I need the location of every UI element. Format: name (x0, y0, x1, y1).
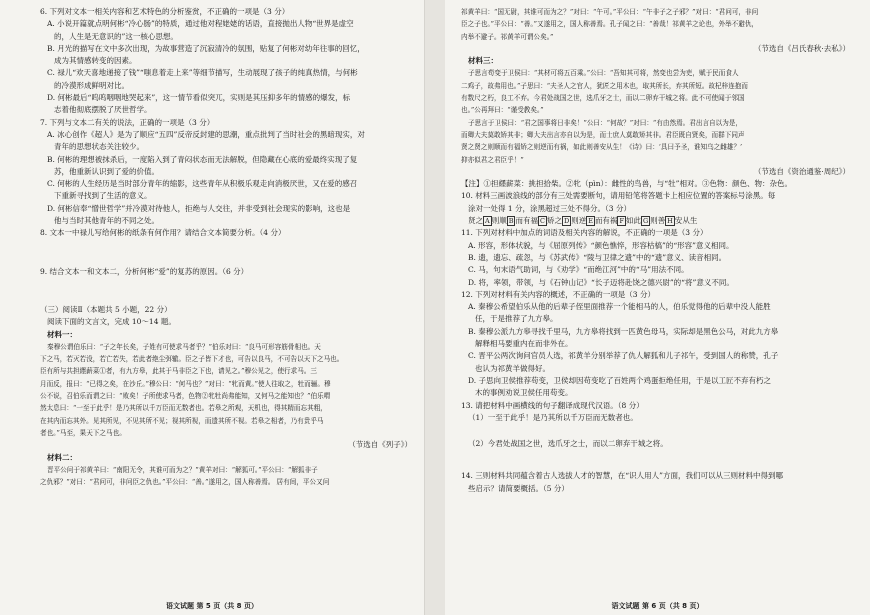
material-2-label: 材料二： (47, 452, 77, 462)
material-1-text (40, 341, 412, 439)
question-13 (461, 400, 850, 471)
passage-line: 有数尺之朽，良工不弃。今君处战国之世，选爪牙之士，而以二卵弃干城之将。此不可使闻于邻国 (461, 94, 745, 103)
question-stem: 14. 三则材料共同蕴含着古人选拔人才的智慧，在“识人用人”方面，我们可以从三则材料中得到哪 (461, 471, 783, 481)
option-b: B. 何彬的理想被抹杀后，一度陷入到了青闷状态而无法解脱，但隐藏在心底的爱最终实现了复 (47, 154, 358, 164)
passage-line: 晋平公问于祁黄羊曰：“南阳无令，其谁可而为之？”黄羊对曰：“解狐可。”平公曰：“解狐非子 (47, 465, 318, 474)
passage-line: 子思言于卫侯曰：“君之国事将日非矣！”公曰：“何故？”对曰：“有由然焉。君出言自以为是， (468, 118, 743, 127)
passage-line: 贤之贤之则顺而有福矫之则逆而有祸，如此则善安从生！《诗》曰：‘具曰予圣，谁知乌之雌雄？’ (461, 143, 743, 152)
option-c: C. 禄儿“欢天喜地递接了钱”“嗤息着走上来”等细节描写，生动展现了孩子的纯真热情，与何彬 (47, 68, 358, 78)
segment: 则逆 (571, 216, 587, 226)
break-box-c: C (539, 217, 545, 226)
passage-line: 臣有所与共担纆薪菜①者，有九方皋，此其于马非臣之下也，请见之。”穆公见之，使行求马。三 (40, 367, 318, 376)
passage-line: 子思言苟变于卫侯曰：“其材可将五百乘。”公曰：“吾知其可将，然变也尝为吏，赋于民而食人 (468, 69, 739, 78)
passage-line: 臣之子也。”平公曰：“善。”又遂用之，国人称善焉。孔子闻之曰：“善哉！祁黄羊之论也，外举不避仇， (461, 20, 759, 29)
passage-line: 之仇邪？”对曰：“君问可，非问臣之仇也。”平公曰：“善。”遂用之，国人称善焉。 居有间，平公又问 (40, 478, 330, 487)
page-5 (0, 0, 425, 615)
question-7 (40, 117, 412, 228)
option-a-cont: 青年的思想状态关注较少。 (54, 142, 144, 152)
option-d-cont: 木的事例劝说卫侯任用苟变。 (475, 388, 573, 398)
option-b: B. 秦穆公派九方皋寻找千里马，九方皋将找到一匹黄色母马，实际却是黑色公马，对此九方皋 (468, 326, 779, 336)
segment: 如此 (625, 216, 641, 226)
option-b-cont: 成为其情感转变的因素。 (54, 56, 137, 66)
option-a: A. 小说开篇就点明何彬“冷心肠”的特质，通过他对程姥姥的话语，直接抛出人物“世界是虚空 (47, 19, 354, 29)
question-10 (461, 190, 850, 227)
question-stem: 11. 下列对材料中加点的词语及相关内容的解说，不正确的一项是（3 分） (461, 228, 708, 238)
break-box-h: H (667, 217, 673, 226)
section-heading: （三）阅读Ⅱ（本题共 5 小题，22 分） (40, 304, 172, 314)
answer-space (40, 278, 412, 304)
answer-space (461, 450, 850, 470)
page-6 (445, 0, 870, 615)
segment: 则善 (650, 216, 666, 226)
translation-item-1: （1）一至于此乎！是乃其所以千万臣而无数者也。 (468, 412, 638, 422)
option-c-cont: 的冷漠形成鲜明对比。 (54, 80, 129, 90)
option-b: B. 月光的描写在文中多次出现，为故事营造了沉寂清冷的氛围，贴复了何彬对幼年往事的回忆， (47, 43, 365, 53)
option-c: C. 马，句末语气助词，与《劝学》“而绝江河”中的“马”用法不同。 (468, 265, 689, 275)
question-14 (461, 470, 850, 495)
classical-reading-section (40, 304, 412, 488)
material-3-label: 材料三： (468, 56, 498, 66)
source-citation: （节选自《资治通鉴·周纪》） (753, 166, 850, 176)
passage-line: 者也。”马至，果天下之马也。 (40, 428, 126, 437)
option-d-cont: 他与当时其他青年的不同之处。 (54, 216, 159, 226)
answer-space (40, 240, 412, 266)
option-a: A. 冰心创作《超人》是为了顺应“五四”反帝反封建的思潮，重点批判了当时社会的黑暗现实，对 (47, 129, 365, 139)
page-footer: 语文试题 第 5 页（共 8 页） (166, 602, 258, 610)
passage-line: 在其内而忘其外。见其所见，不见其所不见；视其所视，而遗其所不视。若皋之相者，乃有贵乎马 (40, 416, 324, 425)
option-d: D. 何彬最后“呜呜咽咽地哭起来”，这一情节看似突兀，实则是其压抑多年的情感的爆发，标 (47, 93, 351, 103)
passage-line: 二鸡子，故弗用也。”子思曰：“夫圣人之官人，犹匠之用木也，取其所长，弃其所短。故杞梓连抱而 (461, 81, 748, 90)
section-instruction: 阅读下面的文言文，完成 10～14 题。 (47, 317, 176, 327)
option-c: C. 晋平公两次询问官员人选，祁黄羊分别举荐了仇人解狐和儿子祁午，受到国人的称赞，孔子 (468, 351, 779, 361)
option-c-cont: 也认为祁黄羊做得好。 (475, 363, 550, 373)
source-citation: （节选自《吕氏春秋·去私》） (753, 43, 850, 53)
question-6 (40, 6, 412, 117)
option-b-cont: 解释相马要重内在而非外在。 (475, 339, 573, 349)
passage-line: 下之马，若灭若没，若亡若失，若此者绝尘弭辙。臣之子皆下才也，可告以良马，不可告以天下之马也。 (40, 355, 344, 364)
material-1-label: 材料一： (47, 329, 77, 339)
break-box-f: F (619, 217, 624, 226)
passage-line: 然太息曰：“一至于此乎！是乃其所以千万臣而无数者也。若皋之所观，天机也，得其精而忘其粗， (40, 404, 327, 413)
question-9: 9. 结合文本一和文本二，分析何彬“爱”的复苏的原因。（6 分） (40, 266, 249, 276)
footnotes: 【注】①担纆薪菜：挑担拾柴。②牝（pìn）：雌性的鸟兽，与“牡”相对。③色物：颜色、物：杂色。 (461, 179, 792, 189)
question-8: 8. 文本一中禄儿写给何彬的纸条有何作用？请结合文本简要分析。（4 分） (40, 228, 286, 238)
page-footer: 语文试题 第 6 页（共 8 页） (611, 602, 704, 610)
binding-gutter (425, 0, 445, 615)
break-box-d: D (563, 217, 570, 226)
option-b-cont: 苏，他重新认识到了爱的价值。 (54, 166, 159, 176)
question-stem-cont: 涂对一处得 1 分，涂黑超过三处不得分。（3 分） (468, 203, 631, 213)
segment: 矫之 (546, 216, 562, 226)
question-stem: 7. 下列与文本二有关的说法，正确的一项是（3 分） (40, 117, 215, 127)
segment: 而有福 (515, 216, 538, 226)
question-stem: 12. 下列对材料有关内容的概述，不正确的一项是（3 分） (461, 289, 655, 299)
question-stem: 10. 材料三画波浪线的部分有三处需要断句，请用铅笔将答题卡上相应位置的答案标号涂黑。每 (461, 191, 776, 201)
passage-line: 秦穆公谓伯乐曰：“子之年长矣，子姓有可使求马者乎？”伯乐对曰：“良马可形容筋骨相也。天 (47, 342, 321, 351)
break-box-a: A (485, 217, 490, 226)
option-c: C. 何彬的人生经历是当时部分青年的缩影，这些青年从积极乐观走向消极厌世，又在爱的感召 (47, 179, 358, 189)
question-stem: 6. 下列对文本一相关内容和艺术特色的分析鉴赏，不正确的一项是（3 分） (40, 7, 290, 16)
option-d: D. 将，率领，带领，与《石钟山记》“长子迈将赴饶之德兴尉”的“将”意义不同。 (468, 277, 734, 287)
question-12 (461, 289, 850, 400)
passage-line: 祁黄羊曰：“国无尉，其谁可而为之？”对曰：“午可。”平公曰：“午非子之子邪？”对曰：“君问可，非问 (461, 8, 759, 16)
segment: 则顺 (491, 216, 507, 226)
segment: 而有祸 (594, 216, 618, 226)
question-11 (461, 227, 850, 288)
option-b: B. 遗，遗忘、疏忽，与《苏武传》“陵与卫律之遗”中的“遗”意义、读音相同。 (468, 252, 727, 262)
question-stem-cont: 些启示？请简要概括。（5 分） (468, 483, 569, 493)
option-d: D. 何彬信奉“憎世哲学”并冷漠对待他人，拒绝与人交往，并非受到社会现实的影响，这也是 (47, 203, 351, 213)
segment: 贤之 (468, 216, 483, 226)
option-d: D. 子思向卫侯推荐苟变，卫侯却因苟变吃了百姓两个鸡蛋拒绝任用，于是以工匠不弃有朽之 (468, 375, 772, 385)
option-c-cont: 下重新寻找到了生活的意义。 (54, 191, 152, 201)
option-a-cont: 的，人生是无意识的”这一核心思想。 (54, 31, 178, 41)
sentence-with-boxes (461, 215, 850, 227)
passage-line: 也。”公再拜曰：“谨受教矣。” (461, 106, 544, 115)
break-box-g: G (642, 217, 649, 226)
passage-line: 抑亦似君之君臣乎！” (461, 155, 524, 164)
passage-line: 公不说，召伯乐而谓之曰：“败矣！子所使求马者，色物②牝牡尚弗能知，又何马之能知也？”伯乐喟 (40, 392, 331, 401)
translation-item-2: （2）今君处战国之世，选爪牙之士，而以二卵弃干城之将。 (468, 439, 668, 449)
passage-line: 月而反，报曰：“已得之矣，在沙丘。”穆公曰：“何马也？”对曰：“牝而黄。”使人往取之，牡而骊。穆 (40, 379, 331, 388)
question-stem: 13. 请把材料中画横线的句子翻译成现代汉语。（8 分） (461, 400, 644, 410)
answer-space (461, 424, 850, 438)
option-a-cont: 任，于是推荐了九方皋。 (475, 314, 558, 324)
option-a: A. 秦穆公希望伯乐从他的后辈子侄里面推荐一个能相马的人，伯乐觉得他的后辈中没人能胜 (468, 302, 771, 312)
segment: 安从生 (674, 216, 698, 226)
break-box-b: B (508, 217, 514, 226)
break-box-e: E (588, 217, 593, 226)
material-3-text (461, 67, 850, 165)
passage-line: 内举不避子。祁黄羊可谓公矣。” (461, 32, 554, 41)
option-a: A. 形容，形体状貌，与《屈原列传》“颜色憔悴，形容枯槁”的“形容”意义相同。 (468, 240, 734, 250)
source-citation: （节选自《列子》） (348, 440, 412, 450)
option-d-cont: 志着他彻底摆脱了厌世哲学。 (54, 105, 152, 115)
passage-line: 而卿大夫莫敢矫其非；卿大夫出言亦自以为是，而士庶人莫敢矫其非。君臣既自贤矣，而群下同声 (461, 130, 745, 139)
